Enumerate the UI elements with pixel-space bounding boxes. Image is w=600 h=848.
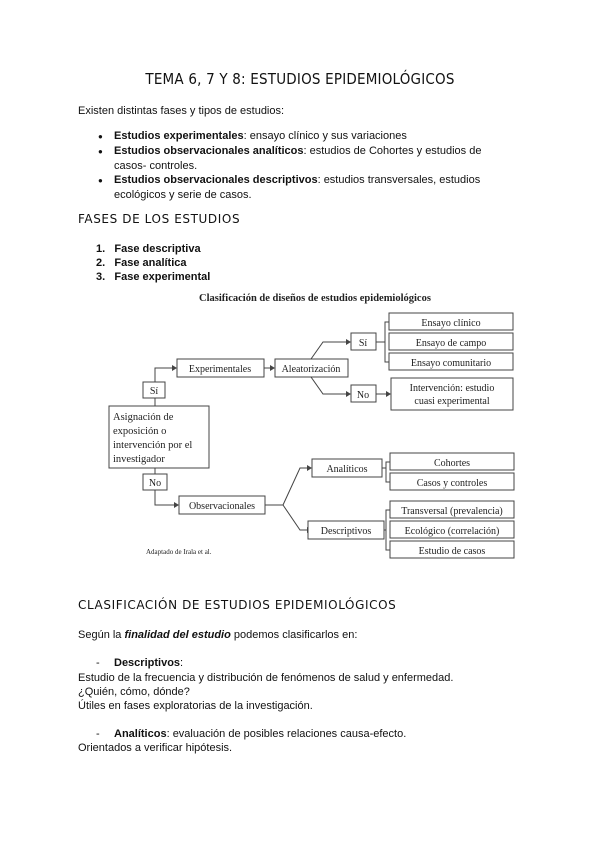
page-title: TEMA 6, 7 Y 8: ESTUDIOS EPIDEMIOLÓGICOS — [145, 70, 455, 88]
analiticos-label: Analíticos — [114, 728, 167, 740]
segun-text — [78, 628, 357, 642]
analiticos-item — [114, 727, 406, 741]
fase-item — [96, 270, 210, 285]
bullet-item-experimentales — [114, 129, 504, 144]
si-label: Sí — [149, 386, 159, 397]
ecologico-label: Ecológico (correlación) — [404, 526, 500, 537]
bullet-item-analiticos — [114, 144, 504, 174]
bullet-item-descriptivos — [114, 173, 504, 203]
analiticos-dash: - — [96, 728, 100, 740]
si2-label: Sí — [358, 338, 368, 349]
fase-label: Fase descriptiva — [114, 243, 201, 255]
asignacion-line: exposición o — [113, 426, 167, 437]
diagram-source: Adaptado de Irala et al. — [146, 548, 212, 556]
asignacion-line: intervención por el — [113, 440, 193, 451]
descriptivos-dash: - — [96, 657, 100, 669]
analiticos-line: Orientados a verificar hipótesis. — [78, 742, 233, 754]
bullet-dot-icon: ● — [98, 147, 103, 156]
bullet-text: : ensayo clínico y sus variaciones — [243, 130, 407, 142]
fases-heading: FASES DE LOS ESTUDIOS — [78, 212, 241, 226]
fase-item — [96, 256, 187, 271]
fase-num: 1. — [96, 243, 106, 255]
fase-num: 2. — [96, 257, 106, 269]
no-label: No — [148, 478, 162, 489]
ensayo-comunitario-label: Ensayo comunitario — [410, 358, 492, 369]
bullet-dot-icon: ● — [98, 176, 103, 185]
casos-controles-label: Casos y controles — [416, 478, 488, 489]
no2-label: No — [356, 390, 370, 401]
fase-num: 3. — [96, 271, 106, 283]
descriptivos-line: Estudio de la frecuencia y distribución de fenómenos de salud y enfermedad. — [78, 672, 454, 684]
descriptivos-heading — [114, 656, 183, 670]
analiticos-label: Analíticos — [326, 464, 368, 475]
descriptivos-colon: : — [180, 657, 184, 669]
asignacion-line: investigador — [113, 454, 165, 465]
bullet-text: : estudios transversales, estudios ecológicos y serie de casos. — [114, 174, 481, 201]
intervencion-line: Intervención: estudio — [409, 383, 495, 394]
intro-text: Existen distintas fases y tipos de estudios: — [78, 105, 285, 117]
transversal-label: Transversal (prevalencia) — [401, 506, 503, 517]
experimentales-label: Experimentales — [188, 364, 252, 375]
ensayo-clinico-label: Ensayo clínico — [421, 318, 481, 329]
cohortes-label: Cohortes — [433, 458, 471, 469]
descriptivos-label: Descriptivos — [114, 657, 181, 669]
bullet-bold: Estudios observacionales descriptivos — [114, 174, 318, 186]
intervencion-line: cuasi experimental — [414, 396, 490, 407]
bullet-dot-icon: ● — [98, 132, 103, 141]
serie-casos-label: Estudio de casos — [418, 546, 486, 557]
descriptivos-line: Útiles en fases exploratorias de la investigación. — [78, 700, 313, 712]
observacionales-label: Observacionales — [188, 501, 256, 512]
clasif-heading: CLASIFICACIÓN DE ESTUDIOS EPIDEMIOLÓGICOS — [78, 598, 397, 612]
segun-post: podemos clasificarlos en: — [230, 629, 358, 641]
bullet-bold: Estudios observacionales analíticos — [114, 145, 304, 157]
analiticos-text: : evaluación de posibles relaciones causa-efecto. — [166, 728, 407, 740]
descriptivos-label: Descriptivos — [320, 526, 372, 537]
bullet-bold: Estudios experimentales — [114, 130, 244, 142]
ensayo-campo-label: Ensayo de campo — [415, 338, 487, 349]
segun-bold: finalidad del estudio — [124, 629, 231, 641]
segun-pre: Según la — [78, 629, 125, 641]
fase-label: Fase experimental — [114, 271, 211, 283]
fase-label: Fase analítica — [114, 257, 187, 269]
classification-diagram — [0, 286, 600, 576]
diagram-title: Clasificación de diseños de estudios epidemiológicos — [199, 293, 431, 304]
aleatorizacion-label: Aleatorización — [281, 364, 341, 375]
fase-item — [96, 242, 201, 257]
bullet-text: : estudios de Cohortes y estudios de casos- controles. — [114, 145, 482, 172]
asignacion-line: Asignación de — [113, 412, 174, 423]
descriptivos-line: ¿Quién, cómo, dónde? — [78, 686, 190, 698]
